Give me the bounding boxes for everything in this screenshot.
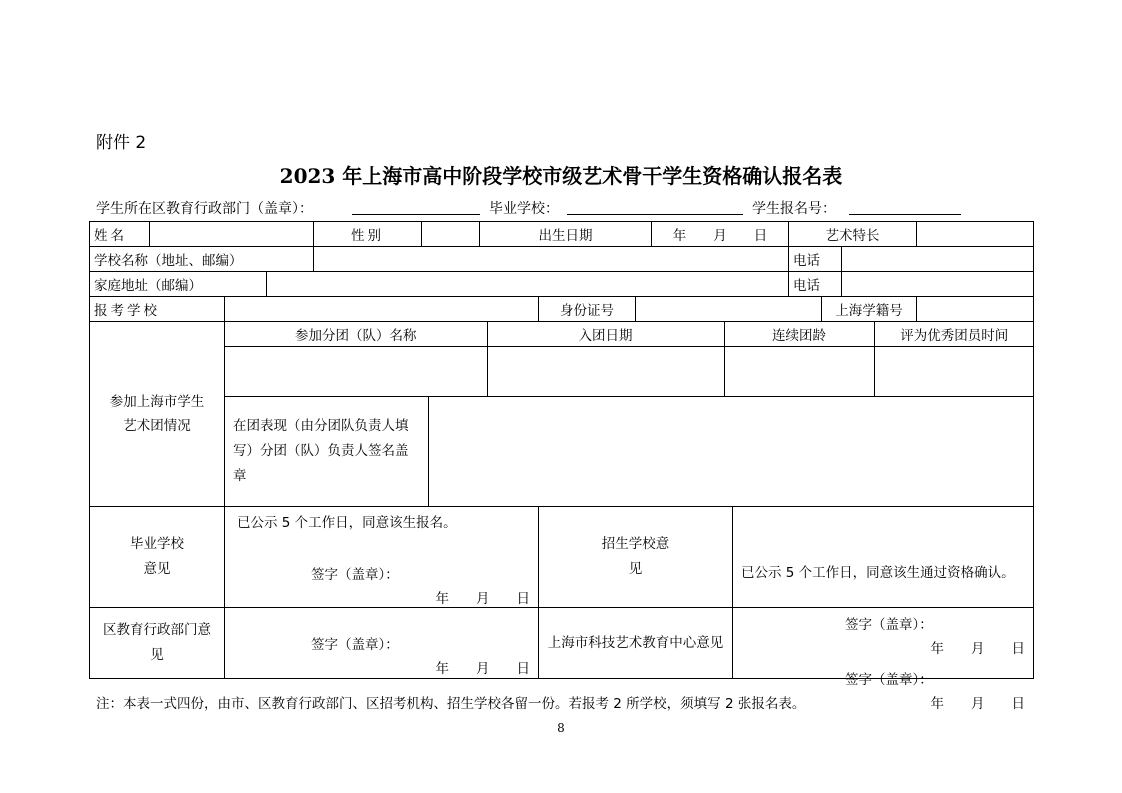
name-label: 姓名 [90, 222, 150, 247]
name-value[interactable] [150, 222, 314, 247]
district-sign-label: 签字（盖章）： [311, 637, 399, 653]
troupe-section-label: 参加上海市学生艺术团情况 [90, 322, 225, 507]
art-specialty-value[interactable] [917, 222, 1034, 247]
school-phone-value[interactable] [842, 247, 1034, 272]
school-name-value[interactable] [314, 247, 789, 272]
shanghai-reg-value[interactable] [917, 297, 1034, 322]
birth-date-label: 出生日期 [480, 222, 652, 247]
grad-school-date: 年 月 日 [435, 591, 530, 607]
dept-stamp-blank[interactable] [352, 214, 480, 215]
dept-stamp-label: 学生所在区教育行政部门（盖章）： [96, 201, 313, 217]
art-specialty-label: 艺术特长 [789, 222, 917, 247]
page-number: 8 [557, 721, 565, 735]
reg-no-label: 学生报名号： [752, 201, 836, 217]
birth-date-value[interactable]: 年 月 日 [652, 222, 789, 247]
performance-label: 在团表现（由分团队负责人填写）分团（队）负责人签名盖章 [225, 397, 428, 507]
grad-school-statement: 已公示 5 个工作日，同意该生报名。 [237, 515, 457, 531]
grad-school-blank[interactable] [567, 214, 743, 215]
form-title: 2023 年上海市高中阶段学校市级艺术骨干学生资格确认报名表 [279, 164, 843, 188]
years-value[interactable] [724, 347, 874, 397]
excellent-time-header: 评为优秀团员时间 [874, 322, 1034, 347]
performance-value[interactable] [428, 397, 1034, 507]
home-phone-label: 电话 [789, 272, 842, 297]
gender-value[interactable] [422, 222, 480, 247]
center-sign-label: 签字（盖章）： [845, 672, 933, 688]
admit-school-date: 年 月 日 [930, 641, 1025, 657]
center-date: 年 月 日 [930, 696, 1025, 712]
gender-label: 性别 [314, 222, 422, 247]
grad-school-opinion-cell[interactable] [225, 507, 539, 608]
district-opinion-label: 区教育行政部门意见 [90, 608, 225, 679]
school-name-label: 学校名称（地址、邮编） [90, 247, 314, 272]
home-address-value[interactable] [267, 272, 789, 297]
home-address-label: 家庭地址（邮编） [90, 272, 267, 297]
attachment-label: 附件 2 [96, 133, 147, 153]
reg-no-blank[interactable] [849, 214, 961, 215]
district-date: 年 月 日 [435, 661, 530, 677]
admit-school-sign-label: 签字（盖章）： [845, 617, 933, 633]
school-phone-label: 电话 [789, 247, 842, 272]
grad-school-label: 毕业学校： [489, 201, 559, 217]
district-opinion-cell[interactable] [225, 608, 539, 679]
years-header: 连续团龄 [724, 322, 874, 347]
admit-school-opinion-cell[interactable] [733, 507, 1034, 657]
shanghai-reg-label: 上海学籍号 [822, 297, 917, 322]
home-phone-value[interactable] [842, 272, 1034, 297]
id-number-label: 身份证号 [539, 297, 636, 322]
join-date-header: 入团日期 [487, 322, 724, 347]
apply-school-value[interactable] [225, 297, 539, 322]
admit-school-statement: 已公示 5 个工作日，同意该生通过资格确认。 [741, 565, 1015, 581]
branch-name-header: 参加分团（队）名称 [225, 322, 487, 347]
grad-school-opinion-label: 毕业学校意见 [90, 507, 225, 608]
admit-school-opinion-label: 招生学校意见 [539, 507, 733, 608]
excellent-time-value[interactable] [874, 347, 1034, 397]
troupe-grid [225, 322, 1034, 506]
join-date-value[interactable] [487, 347, 724, 397]
grad-school-sign-label: 签字（盖章）： [311, 567, 399, 583]
center-opinion-label: 上海市科技艺术教育中心意见 [539, 608, 733, 679]
id-number-value[interactable] [636, 297, 822, 322]
branch-name-value[interactable] [225, 347, 487, 397]
footnote: 注：本表一式四份，由市、区教育行政部门、区招考机构、招生学校各留一份。若报考 2 所学校，须填写 2 张报名表。 [96, 696, 806, 712]
apply-school-label: 报考学校 [90, 297, 225, 322]
